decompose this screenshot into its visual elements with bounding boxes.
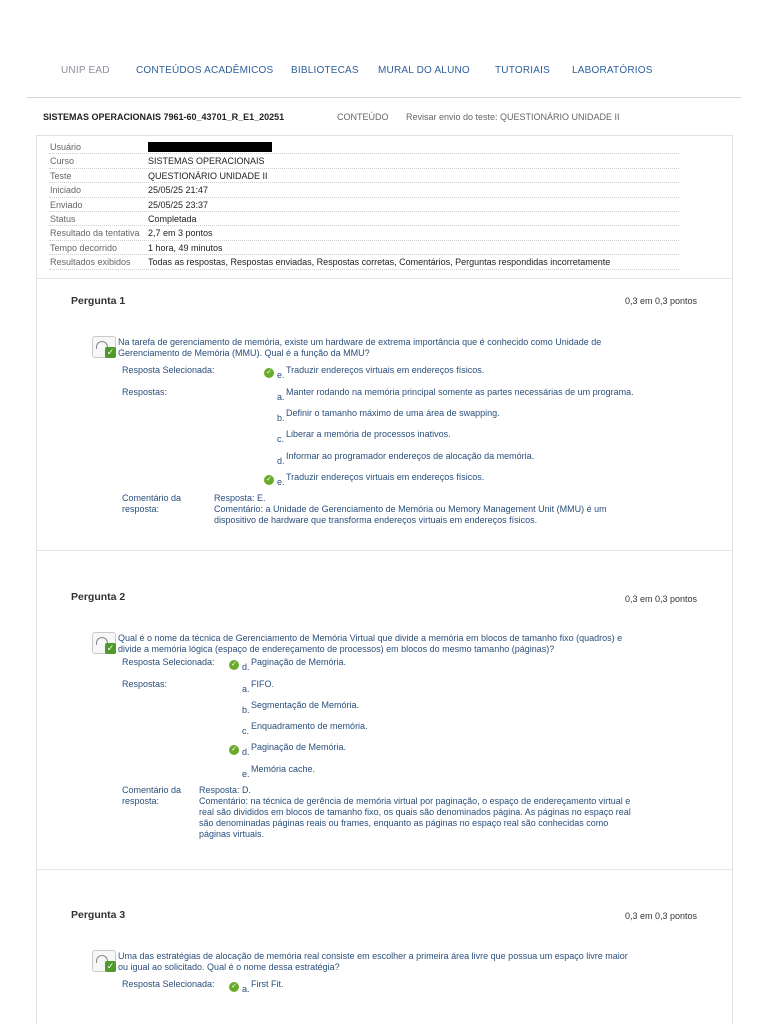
info-value: Todas as respostas, Respostas enviadas, Respostas corretas, Comentários, Perguntas respondidas incorretamente	[148, 257, 611, 268]
question-divider	[37, 550, 732, 551]
answer-letter: a.	[242, 984, 250, 994]
info-value: Completada	[148, 213, 197, 224]
answer-comment	[214, 493, 684, 526]
question-text-line: Gerenciamento de Memória (MMU). Qual é a função da MMU?	[118, 348, 370, 358]
question-text	[118, 951, 698, 973]
attempt-info-table	[49, 140, 679, 270]
correct-question-icon	[92, 950, 116, 972]
info-key: Tempo decorrido	[50, 242, 118, 253]
breadcrumb-course[interactable]: SISTEMAS OPERACIONAIS 7961-60_43701_R_E1_20251	[43, 112, 285, 122]
info-value: 2,7 em 3 pontos	[148, 228, 213, 239]
info-key: Iniciado	[50, 185, 82, 196]
comment-label	[122, 493, 181, 515]
question-title: Pergunta 3	[71, 909, 126, 921]
answer-letter: b.	[242, 705, 250, 715]
top-navigation	[0, 0, 768, 98]
answer-letter: a.	[277, 392, 285, 402]
answer-letter: d.	[277, 456, 285, 466]
comment-line: dispositivo de hardware que transforma endereços virtuais em endereços físicos.	[214, 515, 538, 525]
info-key: Resultados exibidos	[50, 257, 131, 268]
info-value: 25/05/25 23:37	[148, 199, 209, 210]
answer-letter: c.	[242, 726, 250, 736]
answer-text: Paginação de Memória.	[251, 657, 347, 667]
nav-mural[interactable]: MURAL DO ALUNO	[378, 65, 470, 76]
comment-line: Comentário: na técnica de gerência de memória virtual por paginação, o espaço de endereçamento virtual e	[199, 796, 631, 806]
info-row	[49, 226, 679, 240]
answer-text: Traduzir endereços virtuais em endereços físicos.	[286, 472, 485, 482]
nav-bibliotecas[interactable]: BIBLIOTECAS	[291, 65, 359, 76]
info-row	[49, 140, 679, 154]
answer-letter: d.	[242, 662, 250, 672]
selected-answer-label: Resposta Selecionada:	[122, 657, 215, 667]
info-row	[49, 198, 679, 212]
question-score: 0,3 em 0,3 pontos	[624, 296, 697, 306]
info-key: Status	[50, 213, 76, 224]
info-key: Curso	[50, 156, 75, 167]
question-title: Pergunta 2	[71, 591, 126, 603]
question-text-line: Na tarefa de gerenciamento de memória, existe um hardware de extrema importância que é conhecido como Unidade de	[118, 337, 602, 347]
info-value: 1 hora, 49 minutos	[148, 242, 223, 253]
redacted-user	[148, 142, 272, 152]
info-row	[49, 154, 679, 168]
answer-letter: e.	[277, 477, 285, 487]
selected-answer-label: Resposta Selecionada:	[122, 979, 215, 989]
correct-check-icon: ✓	[229, 660, 239, 670]
answer-letter: c.	[277, 434, 285, 444]
info-row	[49, 241, 679, 255]
nav-brand[interactable]: UNIP EAD	[61, 65, 110, 76]
answer-text: FIFO.	[251, 679, 274, 689]
question-score: 0,3 em 0,3 pontos	[624, 911, 697, 921]
info-key: Usuário	[50, 142, 82, 152]
nav-conteudos[interactable]: CONTEÚDOS ACADÊMICOS	[136, 65, 274, 76]
answer-comment	[199, 785, 689, 840]
answers-label: Respostas:	[122, 679, 168, 689]
answer-letter: a.	[242, 684, 250, 694]
correct-check-icon: ✓	[229, 982, 239, 992]
answer-text: Memória cache.	[251, 764, 316, 774]
info-value: 25/05/25 21:47	[148, 185, 209, 196]
comment-label-line: resposta:	[122, 504, 160, 514]
answers-label: Respostas:	[122, 387, 168, 397]
comment-line: real são divididos em blocos de tamanho fixo, os quais são denominados página. As páginas no espaço real	[199, 807, 631, 817]
info-value: QUESTIONÁRIO UNIDADE II	[148, 170, 268, 181]
info-row	[49, 183, 679, 197]
answer-text: Informar ao programador endereços de alocação da memória.	[286, 451, 535, 461]
answer-text: Traduzir endereços virtuais em endereços físicos.	[286, 365, 485, 375]
answer-text: Manter rodando na memória principal somente as partes necessárias de um programa.	[286, 387, 634, 397]
correct-check-icon: ✓	[264, 368, 274, 378]
comment-label	[122, 785, 181, 807]
info-key: Teste	[50, 170, 72, 181]
question-text	[118, 633, 698, 655]
correct-question-icon	[92, 336, 116, 358]
answer-letter: e.	[277, 370, 285, 380]
breadcrumb-section[interactable]: CONTEÚDO	[337, 112, 389, 122]
comment-label-line: Comentário da	[122, 493, 182, 503]
info-divider	[37, 278, 732, 279]
answer-text: First Fit.	[251, 979, 284, 989]
checkmark-icon: ✓	[106, 347, 115, 357]
info-value: SISTEMAS OPERACIONAIS	[148, 156, 265, 167]
selected-answer-label: Resposta Selecionada:	[122, 365, 215, 375]
comment-label-line: Comentário da	[122, 785, 182, 795]
question-divider	[37, 869, 732, 870]
correct-check-icon: ✓	[264, 475, 274, 485]
comment-answer: Resposta: E.	[214, 493, 266, 503]
question-text-line: divide a memória lógica (espaço de endereçamento de processos) em blocos do mesmo tamanho (páginas)?	[118, 644, 555, 654]
info-row	[49, 212, 679, 226]
comment-line: páginas virtuais.	[199, 829, 265, 839]
comment-line: são denominadas páginas reais ou frames, enquanto as páginas no espaço real são conhecidas como	[199, 818, 609, 828]
question-score: 0,3 em 0,3 pontos	[624, 594, 697, 604]
answer-letter: b.	[277, 413, 285, 423]
question-title: Pergunta 1	[71, 295, 126, 307]
question-text-line: Uma das estratégias de alocação de memória real consiste em escolher a primeira área livre que possua um espaço livre maior	[118, 951, 628, 961]
answer-text: Enquadramento de memória.	[251, 721, 368, 731]
results-panel	[36, 135, 733, 1024]
info-row	[49, 169, 679, 183]
checkmark-icon: ✓	[106, 643, 115, 653]
comment-line: Comentário: a Unidade de Gerenciamento de Memória ou Memory Management Unit (MMU) é um	[214, 504, 607, 514]
answer-text: Paginação de Memória.	[251, 742, 347, 752]
info-key: Enviado	[50, 199, 83, 210]
checkmark-icon: ✓	[106, 961, 115, 971]
info-key: Resultado da tentativa	[50, 228, 140, 239]
answer-letter: e.	[242, 769, 250, 779]
correct-question-icon	[92, 632, 116, 654]
comment-label-line: resposta:	[122, 796, 160, 806]
question-text-line: Qual é o nome da técnica de Gerenciamento de Memória Virtual que divide a memória em blocos de tamanho fixo (quadros) e	[118, 633, 623, 643]
answer-text: Segmentação de Memória.	[251, 700, 360, 710]
answer-letter: d.	[242, 747, 250, 757]
question-text-line: ou igual ao solicitado. Qual é o nome dessa estratégia?	[118, 962, 340, 972]
answer-text: Definir o tamanho máximo de uma área de swapping.	[286, 408, 500, 418]
breadcrumb-current: Revisar envio do teste: QUESTIONÁRIO UNIDADE II	[406, 112, 620, 122]
nav-laboratorios[interactable]: LABORATÓRIOS	[572, 65, 653, 76]
nav-divider	[27, 97, 741, 98]
comment-answer: Resposta: D.	[199, 785, 252, 795]
nav-tutoriais[interactable]: TUTORIAIS	[495, 65, 550, 76]
answer-text: Liberar a memória de processos inativos.	[286, 429, 451, 439]
question-text	[118, 337, 698, 359]
correct-check-icon: ✓	[229, 745, 239, 755]
info-row	[49, 255, 679, 269]
